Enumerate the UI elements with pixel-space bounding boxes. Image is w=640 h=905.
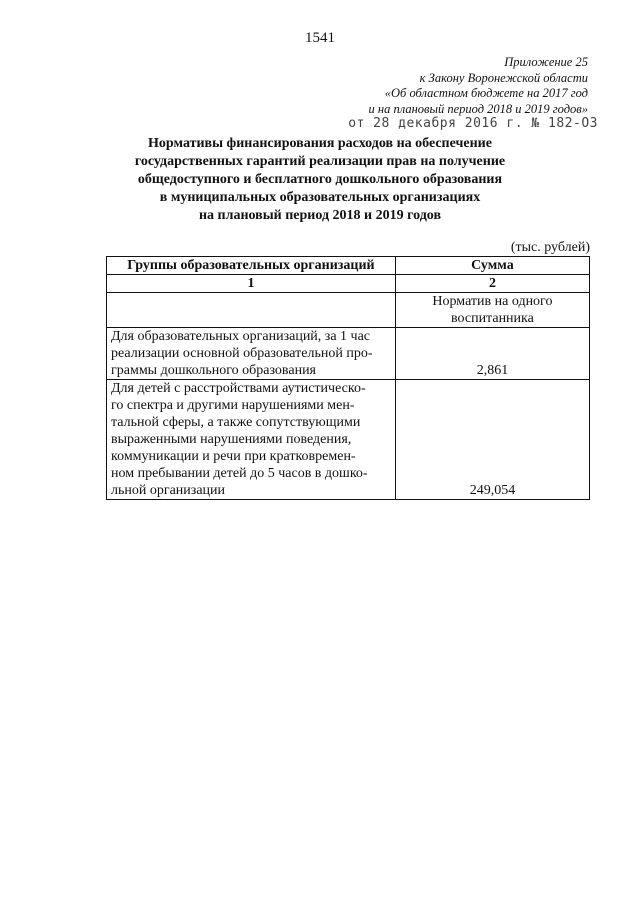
row-label-line: граммы дошкольного образования — [111, 363, 316, 378]
column-number: 1 — [107, 275, 396, 293]
column-number-row — [107, 275, 590, 293]
table-header-row — [107, 257, 590, 275]
law-date-stamp: от 28 декабря 2016 г. № 182-ОЗ — [348, 116, 598, 131]
header-groups: Группы образовательных организаций — [107, 257, 396, 275]
subheader-row — [107, 293, 590, 328]
header-sum: Сумма — [395, 257, 589, 275]
empty-cell — [107, 293, 396, 328]
row-label — [107, 380, 396, 500]
units-label: (тыс. рублей) — [510, 240, 590, 255]
title-line: на плановый период 2018 и 2019 годов — [198, 208, 442, 223]
appendix-line: Приложение 25 — [504, 55, 588, 69]
title-line: общедоступного и бесплатного дошкольного образования — [137, 172, 503, 187]
table-row — [107, 380, 590, 500]
normatives-table — [106, 256, 590, 500]
row-label-line: ном пребывании детей до 5 часов в дошко- — [111, 466, 368, 481]
appendix-line: «Об областном бюджете на 2017 год — [384, 86, 588, 100]
subheader-norm-per-pupil: Норматив на одного воспитанника — [395, 293, 589, 328]
row-label-line: выраженными нарушениями поведения, — [111, 432, 352, 447]
row-label-line: Для образовательных организаций, за 1 час — [111, 329, 371, 344]
row-label-line: го спектра и другими нарушениями мен- — [111, 398, 355, 413]
page-number: 1541 — [305, 30, 335, 46]
title-line: государственных гарантий реализации прав на получение — [134, 154, 506, 169]
title-line: в муниципальных образовательных организациях — [159, 190, 481, 205]
row-label-line: льной организации — [111, 483, 226, 498]
table-row — [107, 328, 590, 380]
row-label-line: коммуникации и речи при кратковремен- — [111, 449, 356, 464]
row-value: 249,054 — [395, 380, 589, 500]
document-title — [60, 135, 580, 225]
row-label-line: тальной сферы, а также сопутствующими — [111, 415, 361, 430]
row-value: 2,861 — [395, 328, 589, 380]
appendix-note — [369, 55, 588, 117]
column-number: 2 — [395, 275, 589, 293]
row-label-line: реализации основной образовательной про- — [111, 346, 373, 361]
title-line: Нормативы финансирования расходов на обеспечение — [148, 136, 492, 151]
row-label-line: Для детей с расстройствами аутистическо- — [111, 381, 366, 396]
appendix-line: и на плановый период 2018 и 2019 годов» — [368, 101, 588, 116]
row-label — [107, 328, 396, 380]
appendix-line: к Закону Воронежской области — [419, 70, 588, 85]
